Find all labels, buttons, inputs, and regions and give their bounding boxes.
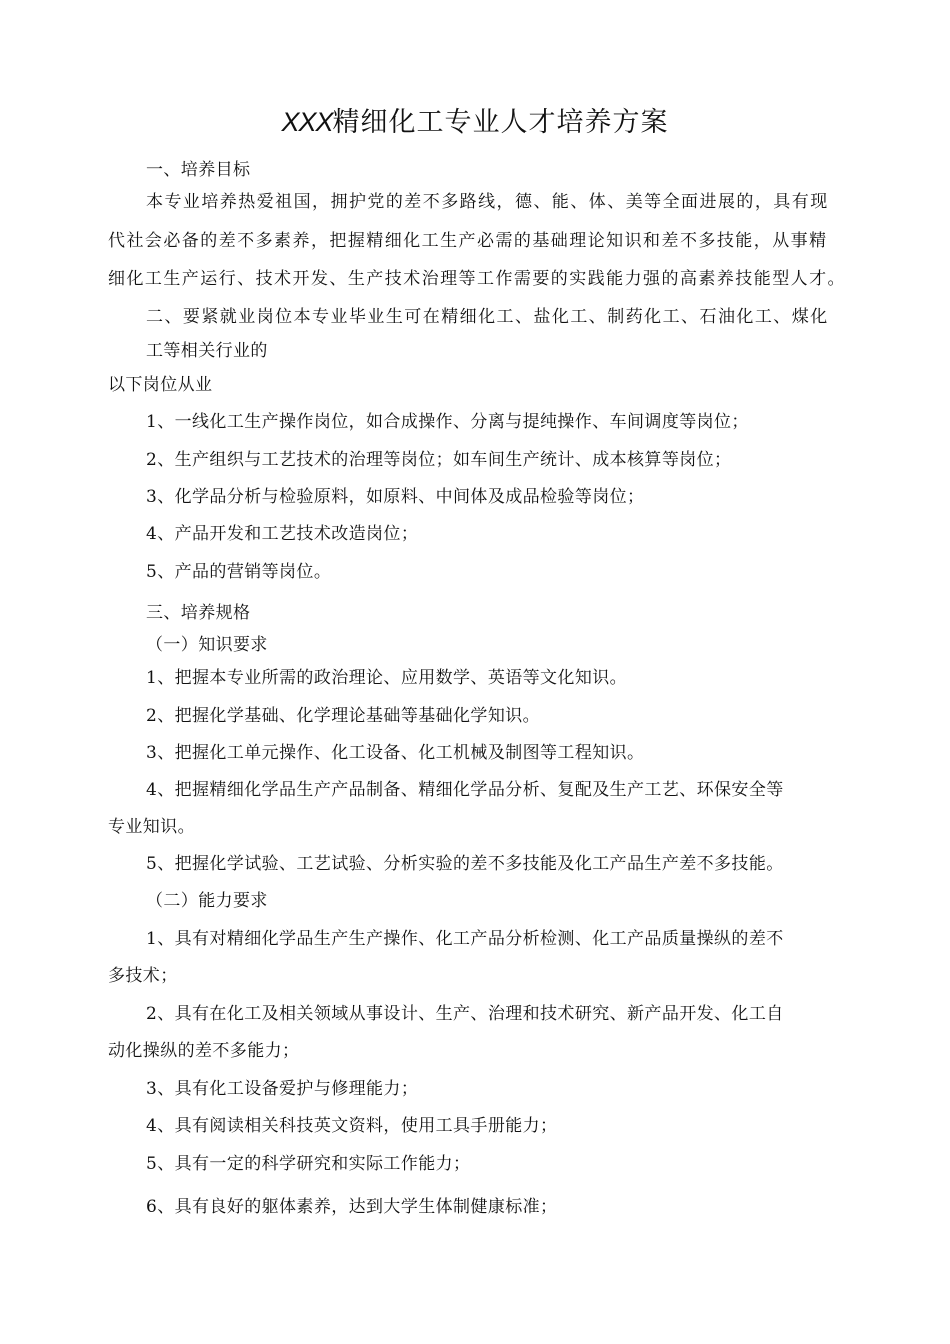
paragraph-line: 工等相关行业的 (146, 341, 268, 361)
list-item: 1、一线化工生产操作岗位，如合成操作、分离与提纯操作、车间调度等岗位； (146, 412, 749, 432)
subsection-heading-knowledge: （一）知识要求 (146, 635, 268, 655)
title-main: 精细化工专业人才培养方案 (332, 107, 669, 138)
list-item: 6、具有良好的躯体素养，达到大学生体制健康标准； (146, 1197, 558, 1217)
list-item: 5、产品的营销等岗位。 (146, 562, 332, 582)
list-item: 2、具有在化工及相关领域从事设计、生产、治理和技术研究、新产品开发、化工自 (146, 1004, 784, 1024)
list-item: 5、具有一定的科学研究和实际工作能力； (146, 1154, 471, 1174)
list-item: 4、把握精细化学品生产产品制备、精细化学品分析、复配及生产工艺、环保安全等 (146, 780, 784, 800)
section-heading-jobs: 二、要紧就业岗位本专业毕业生可在精细化工、盐化工、制药化工、石油化工、煤化 (146, 307, 829, 327)
title-prefix: XXX (281, 107, 333, 137)
list-item-continued: 专业知识。 (108, 817, 195, 837)
list-item: 4、产品开发和工艺技术改造岗位； (146, 524, 419, 544)
list-item: 1、具有对精细化学品生产生产操作、化工产品分析检测、化工产品质量操纵的差不 (146, 929, 784, 949)
subsection-heading-ability: （二）能力要求 (146, 891, 268, 911)
list-item-continued: 动化操纵的差不多能力； (108, 1041, 300, 1061)
paragraph-line: 本专业培养热爱祖国，拥护党的差不多路线，德、能、体、美等全面进展的，具有现 (146, 192, 829, 212)
list-item: 1、把握本专业所需的政治理论、应用数学、英语等文化知识。 (146, 668, 628, 688)
list-item: 2、生产组织与工艺技术的治理等岗位；如车间生产统计、成本核算等岗位； (146, 450, 732, 470)
paragraph-line: 代社会必备的差不多素养，把握精细化工生产必需的基础理论知识和差不多技能，从事精 (108, 231, 828, 251)
list-item: 2、把握化学基础、化学理论基础等基础化学知识。 (146, 706, 541, 726)
section-heading-goal: 一、培养目标 (146, 160, 251, 180)
list-item: 3、把握化工单元操作、化工设备、化工机械及制图等工程知识。 (146, 743, 645, 763)
list-item-continued: 多技术； (108, 966, 178, 986)
list-item: 3、具有化工设备爱护与修理能力； (146, 1079, 419, 1099)
list-item: 5、把握化学试验、工艺试验、分析实验的差不多技能及化工产品生产差不多技能。 (146, 854, 784, 874)
paragraph-line: 以下岗位从业 (108, 375, 213, 395)
list-item: 4、具有阅读相关科技英文资料，使用工具手册能力； (146, 1116, 558, 1136)
paragraph-line: 细化工生产运行、技术开发、生产技术治理等工作需要的实践能力强的高素养技能型人才。 (108, 269, 846, 289)
section-heading-spec: 三、培养规格 (146, 603, 251, 623)
list-item: 3、化学品分析与检验原料，如原料、中间体及成品检验等岗位； (146, 487, 645, 507)
document-title (0, 102, 950, 143)
